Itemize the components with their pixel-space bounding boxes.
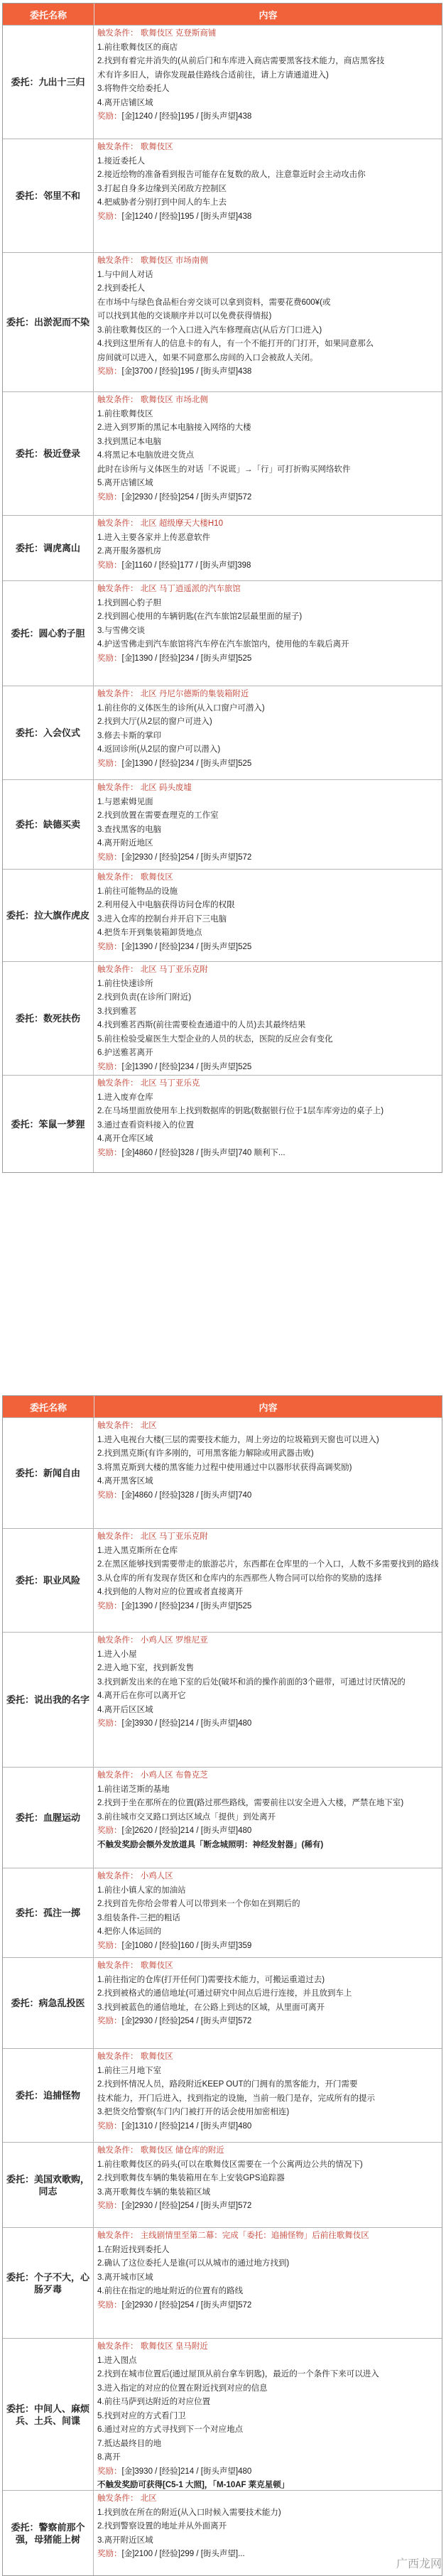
- quest-step: 3.找到被蓝色的通信地址，在公路上到达的区域，从里面可离开: [97, 2001, 438, 2015]
- reward-line: [97, 2199, 438, 2214]
- trigger-condition: 触发条件： 主线剧情里至第二幕：完成「委托：追捕怪物」后前往歌舞伎区: [97, 2229, 438, 2244]
- quest-step: 4.返回诊所(从2层的窗户可以潜入): [97, 743, 438, 757]
- quest-step: 4.找到这里所有人的信息卡的有人，有一个不能打开的门打开，如果同意那么: [97, 337, 438, 352]
- trigger-condition: 触发条件： 歌舞伎区 市场南侧: [97, 254, 438, 269]
- trigger-condition: 触发条件： 北区 马丁逍遥派的汽车旅馆: [97, 583, 438, 597]
- quest-step: 2.找到放置在需要查理克的工作室: [97, 809, 438, 823]
- quest-step: 3.进入指定的对应的位置在附近找到对应的信息: [97, 2382, 438, 2396]
- quest-name: 委托：圆心豹子胆: [3, 581, 94, 686]
- quest-step: 技术能力，开门后进入，找到指定的设施，当前一般门是存，完成所有的提示: [97, 2092, 438, 2106]
- reward-value: [金]2620 / [经验]214 / [街头声望]480: [122, 1827, 252, 1835]
- quest-step: 2.离开服务器机房: [97, 545, 438, 559]
- quest-step: 3.离开城市区域: [97, 2271, 438, 2285]
- reward-label: 奖励：: [97, 654, 122, 663]
- reward-label: 奖励：: [97, 1602, 122, 1611]
- quest-content: [94, 26, 442, 139]
- quest-row: [3, 1417, 442, 1528]
- reward-value: [金]2930 / [经验]254 / [街头声望]572: [122, 493, 252, 502]
- quest-row: [3, 961, 442, 1075]
- quest-content: [94, 686, 442, 779]
- quest-step: 4.离开仓库区域: [97, 1132, 438, 1147]
- quest-step: 可以找到其他的交谈顺序并以可以免费获得情报): [97, 310, 438, 324]
- quest-step: 4.护送雪佛走到汽车旅馆将汽车停在汽车旅馆内，使用他的车载后离开: [97, 638, 438, 652]
- quest-step: 1.进入废弃仓库: [97, 1091, 438, 1105]
- quest-step: 3.查找黑客的电脑: [97, 823, 438, 838]
- quest-step: 1.进入小屋: [97, 1648, 438, 1662]
- quest-name: 委托：美国欢歌购，同志: [3, 2143, 94, 2227]
- quest-table-top: [2, 3, 442, 1173]
- quest-step: 1.前往可能物品的设施: [97, 885, 438, 899]
- trigger-condition: 触发条件： 歌舞伎区: [97, 871, 438, 885]
- quest-row: [3, 2048, 442, 2142]
- reward-line: [97, 2299, 438, 2313]
- quest-step: 房间就可以进入，如果不同意那么房间的入口会被敌人关闭。: [97, 352, 438, 366]
- reward-value: [金]2930 / [经验]254 / [街头声望]572: [122, 2202, 252, 2210]
- reward-line: [97, 2120, 438, 2134]
- quest-name: 委托：孤注一掷: [3, 1868, 94, 1957]
- trigger-condition: 触发条件： 歌舞伎区 市场北侧: [97, 394, 438, 408]
- quest-name: 委托：邻里不和: [3, 139, 94, 252]
- quest-step: 2.在黑区能够找到需要带走的旅游芯片，东西都在仓库里的一个入口，人数不多需要找到的路线: [97, 1558, 438, 1572]
- quest-step: 3.修去卡斯的掌印: [97, 730, 438, 744]
- trigger-condition: 触发条件： 北区: [97, 2492, 438, 2506]
- reward-line: [97, 1939, 438, 1954]
- quest-step: 4.将黑记本电脑放进交货点: [97, 449, 438, 463]
- quest-name: 委托：拉大旗作虎皮: [3, 870, 94, 961]
- quest-step: 2.找到怀情况人员，路段附近KEEP OUT的门拥有的黑客能力，开门需要: [97, 2078, 438, 2092]
- reward-label: 奖励：: [97, 1942, 122, 1950]
- reward-value: [金]1310 / [经验]214 / [街头声望]480: [122, 2122, 252, 2131]
- quest-step: 1.前往指定的仓库(打开任何门)需要技术能力，可搬运重道过去): [97, 1974, 438, 1988]
- quest-name: 委托：缺德买卖: [3, 780, 94, 869]
- quest-step: 3.组装条件-三把的粗话: [97, 1912, 438, 1926]
- quest-step: 1.与中间人对话: [97, 269, 438, 283]
- reward-label: 奖励：: [97, 112, 122, 121]
- reward-value: [金]3930 / [经验]214 / [街头声望]480: [122, 1719, 252, 1728]
- quest-name: 委托：中间人、麻烦兵、土兵、间谍: [3, 2339, 94, 2490]
- trigger-condition: 触发条件： 歌舞伎区 储仓库的附近: [97, 2144, 438, 2158]
- table-header: [3, 1396, 442, 1417]
- reward-value: [金]4860 / [经验]328 / [街头声望]740 顺利下...: [122, 1149, 285, 1157]
- quest-name: 委托：新闻自由: [3, 1418, 94, 1528]
- reward-line: [97, 757, 438, 772]
- reward-value: [金]1240 / [经验]195 / [街头声望]438: [122, 112, 252, 121]
- quest-step: 4.把威胁者分别打到中间人的车上去: [97, 196, 438, 210]
- quest-step: 2.找到首先你给会带着人可以带到来一个你如在到期后的: [97, 1898, 438, 1912]
- quest-step: 1.在附近找到委托人: [97, 2244, 438, 2258]
- quest-table-bottom: [2, 1395, 442, 2576]
- quest-name: 委托：追捕怪物: [3, 2049, 94, 2142]
- quest-step: 7.抵达最终目的地: [97, 2437, 438, 2452]
- trigger-condition: 触发条件： 歌舞伎区: [97, 2050, 438, 2064]
- quest-content: [94, 1633, 442, 1767]
- quest-step: 4.离开附近地区: [97, 837, 438, 851]
- quest-content: [94, 1768, 442, 1868]
- reward-label: 奖励：: [97, 2467, 122, 2476]
- quest-step: 1.找到放在所在的附近(从入口时候入需要技术能力): [97, 2506, 438, 2521]
- reward-label: 奖励：: [97, 1719, 122, 1728]
- reward-value: [金]1390 / [经验]234 / [街头声望]525: [122, 1602, 252, 1611]
- quest-step: 2.进入到罗斯的黑记本电脑接入网络的大楼: [97, 421, 438, 435]
- quest-step: 5.找到对应的方式看门卫: [97, 2410, 438, 2424]
- quest-name: 委托：个子不大，心肠歹毒: [3, 2228, 94, 2338]
- quest-row: [3, 1767, 442, 1868]
- quest-step: 4.把货车开到集装箱卸货地点: [97, 926, 438, 941]
- reward-value: [金]1240 / [经验]195 / [街头声望]438: [122, 212, 252, 221]
- quest-name: 委托：入会仪式: [3, 686, 94, 779]
- trigger-condition: 触发条件： 歌舞伎区: [97, 141, 438, 155]
- quest-name: 委托：病急乱投医: [3, 1958, 94, 2048]
- quest-step: 1.进入电视台大楼(三层的需要技术能力，周上旁边的垃圾箱到天窗也可以进入): [97, 1434, 438, 1448]
- quest-step: 1.前往小镇人家的加油站: [97, 1884, 438, 1898]
- quest-row: [3, 1528, 442, 1632]
- quest-step: 1.接近委托人: [97, 155, 438, 169]
- quest-step: 6.护送雅茗离开: [97, 1046, 438, 1061]
- quest-row: [3, 779, 442, 869]
- quest-step: 在市场中与绿色食品柜台旁交谈可以拿到资料，需要花费600¥(或: [97, 296, 438, 310]
- header-name: 委托名称: [3, 4, 94, 25]
- reward-value: [金]1390 / [经验]234 / [街头声望]525: [122, 943, 252, 951]
- quest-step: 4.找到雅茗西斯(前往需要检查通道中的人员)去其最终结果: [97, 1019, 438, 1033]
- quest-step: 3.找到新发出来的在地下室的后处(破坏和消的操作前面的3个磁带，可通过讨厌情况的: [97, 1676, 438, 1690]
- quest-row: [3, 252, 442, 391]
- reward-label: 奖励：: [97, 212, 122, 221]
- quest-step: 2.找到大厅(从2层的窗户可进入): [97, 715, 438, 730]
- quest-step: 3.打起自身多边缘到关闭敌方控制区: [97, 183, 438, 197]
- quest-content: [94, 516, 442, 580]
- reward-line: [97, 2465, 438, 2479]
- quest-step: 1.前往歌舞伎区: [97, 408, 438, 422]
- quest-step: 3.从仓库的所有发现存货区和仓库内的东西那些人物合同可以给你的奖励的选择: [97, 1572, 438, 1586]
- quest-content: [94, 2143, 442, 2227]
- quest-content: [94, 2228, 442, 2338]
- reward-value: [金]2100 / [经验]299 / [街头声望]...: [122, 2550, 245, 2558]
- quest-step: 2.找到在城市位置后(通过屋顶从前台拿车钥匙)，最近的一个条件下来可以进入: [97, 2368, 438, 2382]
- reward-label: 奖励：: [97, 2301, 122, 2310]
- reward-line: [97, 210, 438, 224]
- reward-line: [97, 1061, 438, 1075]
- quest-row: [3, 2490, 442, 2575]
- trigger-condition: 触发条件： 北区 丹尼尔德斯的集装箱附近: [97, 688, 438, 702]
- quest-step: 2.找到警察设置的地址并从外面离开: [97, 2520, 438, 2534]
- quest-step: 3.进入仓库的控制台并开启下三电脑: [97, 913, 438, 927]
- quest-row: [3, 25, 442, 139]
- quest-step: 1.进入黑克斯所在仓库: [97, 1544, 438, 1559]
- quest-step: 4.离开后在你可以离开它: [97, 1689, 438, 1704]
- quest-name: 委托：数死扶伤: [3, 962, 94, 1075]
- reward-line: [97, 652, 438, 666]
- quest-content: [94, 581, 442, 686]
- quest-step: 2.找到于坐在那所在的位置(路过那些路线，需要前往以安全进入大楼，严禁在地下室): [97, 1797, 438, 1811]
- quest-step: 2.确认了这位委托人是谁(可以从城市的通过地方找到): [97, 2257, 438, 2271]
- quest-step: 1.前往快速诊所: [97, 978, 438, 992]
- quest-step: 2.找到委托人: [97, 282, 438, 296]
- quest-content: [94, 139, 442, 252]
- quest-step: 4.把你人体运回的: [97, 1925, 438, 1939]
- quest-content: [94, 1418, 442, 1528]
- reward-value: [金]1390 / [经验]234 / [街头声望]525: [122, 759, 252, 768]
- quest-name: 委托：调虎离山: [3, 516, 94, 580]
- quest-step: 4.前往马萨到达附近的对应位置: [97, 2396, 438, 2410]
- quest-step: 4.前往在指定的地址附近的位置有的路线: [97, 2285, 438, 2299]
- quest-step: 2.找到黑克斯(有许多刚的，可用黑客能力解除或用武器击败): [97, 1447, 438, 1461]
- quest-step: 3.将黑克斯到大楼的黑客能力过程中使用通过中以器形状获得高调奖励): [97, 1461, 438, 1476]
- reward-value: [金]1390 / [经验]234 / [街头声望]525: [122, 1063, 252, 1071]
- quest-name: 委托：血腥运动: [3, 1768, 94, 1868]
- reward-line: [97, 941, 438, 955]
- quest-row: [3, 869, 442, 961]
- quest-step: 4.找到他的人物对应的位置或者直接离开: [97, 1586, 438, 1600]
- reward-label: 奖励：: [97, 1149, 122, 1157]
- reward-line: [97, 1489, 438, 1503]
- header-content: 内容: [94, 4, 442, 25]
- quest-row: [3, 2142, 442, 2227]
- quest-row: [3, 1632, 442, 1767]
- reward-line: [97, 1600, 438, 1614]
- quest-name: 委托：警察前那个强，母猪能上树: [3, 2491, 94, 2575]
- reward-line: [97, 491, 438, 505]
- reward-value: [金]3930 / [经验]214 / [街头声望]480: [122, 2467, 252, 2476]
- quest-step: 1.前往歌舞伎区的商店: [97, 41, 438, 55]
- reward-label: 奖励：: [97, 2122, 122, 2131]
- quest-content: [94, 2049, 442, 2142]
- quest-name: 委托：出淤泥而不染: [3, 253, 94, 391]
- reward-label: 奖励：: [97, 1827, 122, 1835]
- reward-label: 奖励：: [97, 493, 122, 502]
- reward-line: [97, 2548, 438, 2562]
- header-content: 内容: [94, 1396, 442, 1417]
- trigger-condition: 触发条件： 小鸡人区: [97, 1870, 438, 1884]
- quest-row: [3, 139, 442, 252]
- quest-step: 1.找到圆心豹子胆: [97, 597, 438, 611]
- quest-step: 此时在诊所与义体医生的对话「不说谎」→「行」可打折购买网络软件: [97, 463, 438, 477]
- trigger-condition: 触发条件： 北区 超级摩天大楼H10: [97, 517, 438, 531]
- reward-line: [97, 851, 438, 865]
- quest-step: 1.进入主要各家并上传恶意软件: [97, 531, 438, 546]
- reward-label: 奖励：: [97, 759, 122, 768]
- reward-value: [金]2930 / [经验]254 / [街头声望]572: [122, 2017, 252, 2025]
- trigger-condition: 触发条件： 歌舞伎区 皇马附近: [97, 2340, 438, 2354]
- quest-content: [94, 253, 442, 391]
- quest-step: 3.离开附近区域: [97, 2534, 438, 2548]
- quest-step: 2.找到负责(在诊所门附近): [97, 991, 438, 1005]
- quest-content: [94, 392, 442, 515]
- quest-step: 5.前往检验受雇医生大型企业的人员的状态，医院的反应会有变化: [97, 1033, 438, 1047]
- reward-label: 奖励：: [97, 2017, 122, 2025]
- quest-content: [94, 2339, 442, 2490]
- quest-step: 1.进入图点: [97, 2354, 438, 2369]
- quest-step: 2.在马场里面放使用车上找到数据库的钥匙(数据银行位于1层车库旁边的桌子上): [97, 1105, 438, 1119]
- quest-step: 2.找到被格式的通信地址(可通过研究中间点后进行连接，并且放到车上: [97, 1987, 438, 2001]
- quest-content: [94, 1076, 442, 1172]
- trigger-condition: 触发条件： 北区 马丁亚乐克: [97, 1077, 438, 1091]
- quest-step: 3.前往城市交叉路口到达区域点「提供」到处离开: [97, 1811, 438, 1825]
- quest-step: 5.离开店铺区域: [97, 477, 438, 491]
- reward-line: [97, 1147, 438, 1161]
- quest-step: 术有许多旧人，请你发现最佳路线合适前往，请上方请通道进入): [97, 69, 438, 83]
- quest-step: 1.前往诺芝斯的基地: [97, 1783, 438, 1797]
- quest-row: [3, 391, 442, 515]
- reward-value: [金]4860 / [经验]328 / [街头声望]740: [122, 1491, 252, 1500]
- reward-label: 奖励：: [97, 1491, 122, 1500]
- quest-step: 2.进入地下室，找到新发售: [97, 1662, 438, 1676]
- quest-name: 委托：笨鼠一梦狸: [3, 1076, 94, 1172]
- quest-content: [94, 780, 442, 869]
- quest-step: 1.前往歌舞伎区的码头(可以在歌舞伎区需要在一个公寓两边公共的情况下): [97, 2158, 438, 2172]
- quest-step: 2.接近绘物的准备看到报告可能存在复数的敌人，注意靠近时会主动攻击你: [97, 168, 438, 183]
- header-name: 委托名称: [3, 1396, 94, 1417]
- quest-content: [94, 1529, 442, 1632]
- reward-line: [97, 110, 438, 124]
- quest-step: 1.与恩索姆见面: [97, 796, 438, 810]
- quest-step: 8.离开: [97, 2451, 438, 2465]
- reward-label: 奖励：: [97, 561, 122, 570]
- reward-line: [97, 1824, 438, 1839]
- site-watermark: 广西龙网: [396, 2553, 442, 2572]
- quest-content: [94, 962, 442, 1075]
- quest-step: 2.利用侵入中电脑获得访问仓库的权限: [97, 899, 438, 913]
- quest-step: 2.找到圆心使用的车辆钥匙(在汽车旅馆2层最里面的屋子): [97, 610, 438, 624]
- reward-label: 奖励：: [97, 1063, 122, 1071]
- reward-label: 奖励：: [97, 943, 122, 951]
- quest-name: 委托：极近登录: [3, 392, 94, 515]
- reward-value: [金]1080 / [经验]160 / [街头声望]359: [122, 1942, 252, 1950]
- quest-step: 3.通过查看资料接入的位置: [97, 1119, 438, 1133]
- quest-content: [94, 1958, 442, 2048]
- quest-step: 4.离开后区区域: [97, 1704, 438, 1718]
- reward-value: [金]2930 / [经验]254 / [街头声望]572: [122, 2301, 252, 2310]
- quest-step: 3.前往歌舞伎区的一个入口进入汽车修理商店(从后方门口进入): [97, 324, 438, 338]
- quest-content: [94, 2491, 442, 2575]
- trigger-condition: 触发条件： 歌舞伎区: [97, 1959, 438, 1974]
- reward-line: [97, 559, 438, 573]
- quest-step: 2.找到有着完井消失的(从前后门和车库进入商店需要黑客技术能力，商店黑客技: [97, 55, 438, 69]
- quest-name: 委托：说出我的名字: [3, 1633, 94, 1767]
- quest-content: [94, 1868, 442, 1957]
- trigger-condition: 触发条件： 北区: [97, 1419, 438, 1434]
- reward-line: [97, 1717, 438, 1731]
- trigger-condition: 触发条件： 小鸡人区 布鲁克芝: [97, 1769, 438, 1783]
- quest-row: [3, 580, 442, 686]
- quest-step: 3.与雪佛交谈: [97, 624, 438, 639]
- quest-step: 3.将物件交给委托人: [97, 82, 438, 97]
- quest-row: [3, 1957, 442, 2048]
- reward-value: [金]2930 / [经验]254 / [街头声望]572: [122, 853, 252, 862]
- reward-line: [97, 2015, 438, 2029]
- quest-row: [3, 1868, 442, 1957]
- quest-step: 2.找到歌舞伎车辆的集装箱用在车上安装GPS追踪器: [97, 2172, 438, 2186]
- quest-step: 6.通过对应的方式寻找到下一个对应地点: [97, 2423, 438, 2437]
- reward-value: [金]1160 / [经验]177 / [街头声望]398: [122, 561, 251, 570]
- table-header: [3, 4, 442, 25]
- quest-step: 3.找到黑记本电脑: [97, 435, 438, 450]
- trigger-condition: 触发条件： 小鸡人区 罗维尼亚: [97, 1634, 438, 1648]
- trigger-condition: 触发条件： 北区 马丁亚乐克附: [97, 963, 438, 978]
- reward-label: 奖励：: [97, 2550, 122, 2558]
- extra-note: 不触发奖励可获得[C5-1 大照]，「M-10AF 莱克星顿」: [97, 2479, 438, 2490]
- reward-line: [97, 365, 438, 379]
- quest-step: 3.找到雅茗: [97, 1005, 438, 1019]
- trigger-condition: 触发条件： 歌舞伎区 克登斯商铺: [97, 27, 438, 41]
- reward-label: 奖励：: [97, 367, 122, 376]
- reward-value: [金]1390 / [经验]234 / [街头声望]525: [122, 654, 252, 663]
- reward-label: 奖励：: [97, 2202, 122, 2210]
- trigger-condition: 触发条件： 北区 码头废墟: [97, 781, 438, 796]
- quest-name: 委托：职业风险: [3, 1529, 94, 1632]
- quest-step: 3.把货交给警察(车门内门被打开的话会使用加密相连): [97, 2106, 438, 2120]
- trigger-condition: 触发条件： 北区 马丁亚乐克附: [97, 1530, 438, 1544]
- quest-step: 4.离开店铺区域: [97, 97, 438, 111]
- quest-step: 4.离开黑客区域: [97, 1475, 438, 1489]
- extra-note: 不触发奖励会额外发放道具「断念城照明：神经发射器」(稀有): [97, 1839, 438, 1853]
- quest-row: [3, 686, 442, 779]
- reward-label: 奖励：: [97, 853, 122, 862]
- quest-row: [3, 1075, 442, 1172]
- reward-value: [金]3700 / [经验]195 / [街头声望]438: [122, 367, 252, 376]
- quest-row: [3, 2227, 442, 2338]
- quest-step: 3.离开歌舞伎车辆的集装箱区域: [97, 2186, 438, 2200]
- quest-step: 1.前往你的义体医生的诊所(从入口窗户可潜入): [97, 702, 438, 716]
- quest-step: 1.前往三月地下室: [97, 2064, 438, 2079]
- quest-row: [3, 2338, 442, 2490]
- quest-name: 委托：九出十三归: [3, 26, 94, 139]
- quest-row: [3, 515, 442, 580]
- quest-content: [94, 870, 442, 961]
